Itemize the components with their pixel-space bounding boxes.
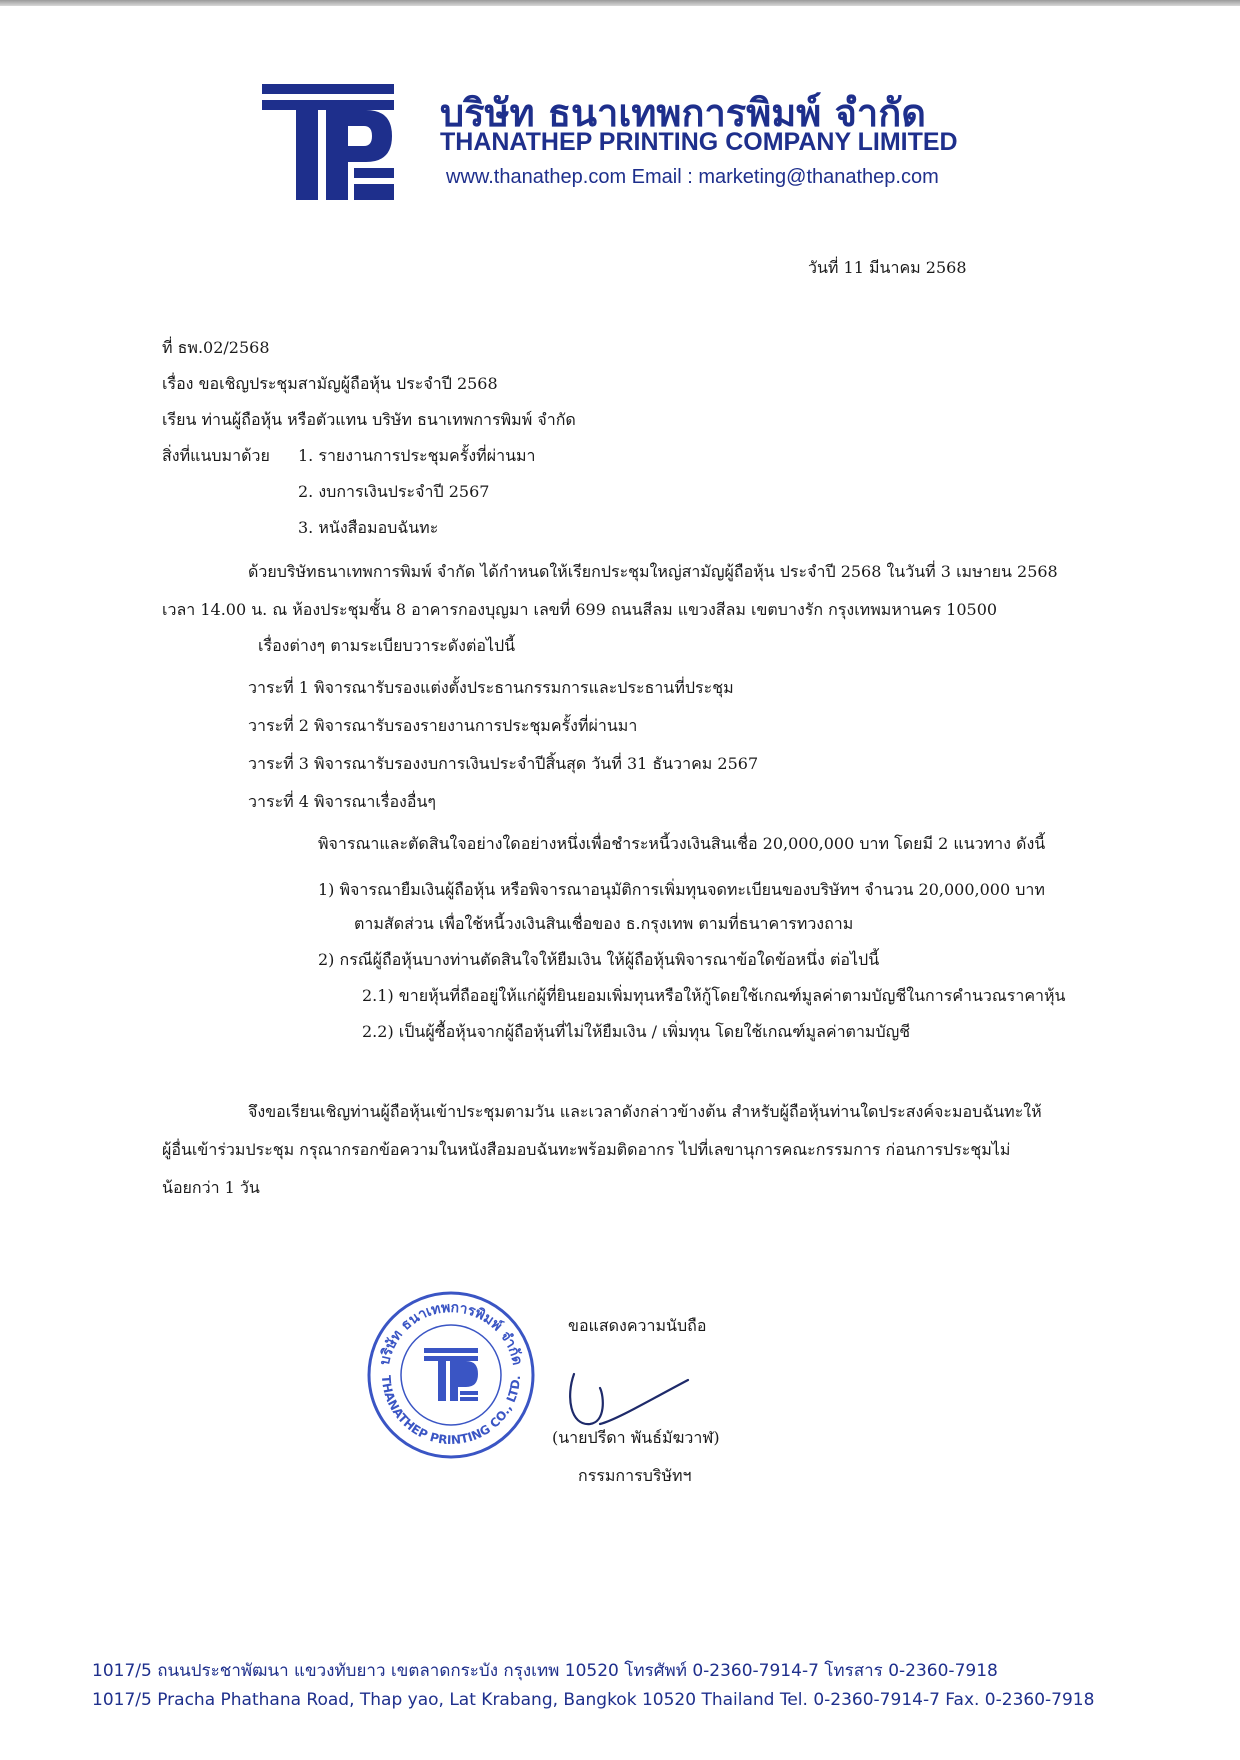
svg-text:บริษัท ธนาเทพการพิมพ์ จำกัด: บริษัท ธนาเทพการพิมพ์ จำกัด	[376, 1299, 526, 1367]
intro-line: เรื่องต่างๆ ตามระเบียบวาระดังต่อไปนี้	[258, 636, 516, 655]
letter-date: วันที่ 11 มีนาคม 2568	[808, 258, 967, 277]
signer-title: กรรมการบริษัทฯ	[578, 1466, 692, 1485]
closing-line: จึงขอเรียนเชิญท่านผู้ถือหุ้นเข้าประชุมตามวัน และเวลาดังกล่าวข้างต้น สำหรับผู้ถือหุ้นท่านใดประสงค์จะมอบฉันทะให้	[248, 1102, 1042, 1121]
letter-recipient: เรียน ท่านผู้ถือหุ้น หรือตัวแทน บริษัท ธนาเทพการพิมพ์ จำกัด	[162, 410, 576, 429]
agenda4-detail: พิจารณาและตัดสินใจอย่างใดอย่างหนึ่งเพื่อชำระหนี้วงเงินสินเชื่อ 20,000,000 บาท โดยมี 2 แนวทาง ดังนี้	[318, 834, 1046, 853]
top-border-line	[0, 0, 1240, 6]
option-line: 2.1) ขายหุ้นที่ถืออยู่ให้แก่ผู้ที่ยินยอมเพิ่มทุนหรือให้กู้โดยใช้เกณฑ์มูลค่าตามบัญชีในการคำนวณราคาหุ้น	[362, 986, 1066, 1005]
option-line: ตามสัดส่วน เพื่อใช้หนี้วงเงินสินเชื่อของ ธ.กรุงเทพ ตามที่ธนาคารทวงถาม	[354, 914, 854, 933]
agenda-item: วาระที่ 2 พิจารณารับรองรายงานการประชุมครั้งที่ผ่านมา	[248, 716, 638, 735]
attachment-item: 2. งบการเงินประจำปี 2567	[298, 482, 490, 501]
agenda-item: วาระที่ 1 พิจารณารับรองแต่งตั้งประธานกรรมการและประธานที่ประชุม	[248, 678, 734, 697]
option-line: 2) กรณีผู้ถือหุ้นบางท่านตัดสินใจให้ยืมเงิน ให้ผู้ถือหุ้นพิจารณาข้อใดข้อหนึ่ง ต่อไปนี้	[318, 950, 880, 969]
letter-subject: เรื่อง ขอเชิญประชุมสามัญผู้ถือหุ้น ประจำปี 2568	[162, 374, 498, 393]
attachment-item: 1. รายงานการประชุมครั้งที่ผ่านมา	[298, 446, 536, 465]
agenda-item: วาระที่ 4 พิจารณาเรื่องอื่นๆ	[248, 792, 437, 811]
company-stamp	[366, 1290, 536, 1460]
company-name-english: THANATHEP PRINTING COMPANY LIMITED	[440, 128, 958, 156]
closing-line: ผู้อื่นเข้าร่วมประชุม กรุณากรอกข้อความในหนังสือมอบฉันทะพร้อมติดอากร ไปที่เลขานุการคณะกรรมการ ก่อนการประชุมไม่	[162, 1140, 1011, 1159]
svg-text:THANATHEP PRINTING CO., LTD.: THANATHEP PRINTING CO., LTD.	[378, 1374, 524, 1448]
footer-address-english: 1017/5 Pracha Phathana Road, Thap yao, Lat Krabang, Bangkok 10520 Thailand Tel. 0-2360-7914-7 Fax. 0-2360-7918	[92, 1690, 1095, 1710]
option-line: 2.2) เป็นผู้ซื้อหุ้นจากผู้ถือหุ้นที่ไม่ให้ยืมเงิน / เพิ่มทุน โดยใช้เกณฑ์มูลค่าตามบัญชี	[362, 1022, 911, 1041]
company-name-thai: บริษัท ธนาเทพการพิมพ์ จำกัด	[440, 91, 926, 135]
attachment-item: 3. หนังสือมอบฉันทะ	[298, 518, 439, 537]
reference-number: ที่ ธพ.02/2568	[162, 338, 270, 357]
agenda-item: วาระที่ 3 พิจารณารับรองงบการเงินประจำปีสิ้นสุด วันที่ 31 ธันวาคม 2567	[248, 754, 759, 773]
attachments-label: สิ่งที่แนบมาด้วย	[162, 446, 270, 465]
intro-line: ด้วยบริษัทธนาเทพการพิมพ์ จำกัด ได้กำหนดให้เรียกประชุมใหญ่สามัญผู้ถือหุ้น ประจำปี 2568 ในวันที่ 3 เมษายน 2568	[248, 562, 1058, 581]
signer-name: (นายปรีดา พันธ์มัฆวาฬ)	[552, 1428, 720, 1447]
company-web-email: www.thanathep.com Email : marketing@thanathep.com	[446, 166, 939, 188]
closing-line: น้อยกว่า 1 วัน	[162, 1178, 260, 1197]
footer-address-thai: 1017/5 ถนนประชาพัฒนา แขวงทับยาว เขตลาดกระบัง กรุงเทพ 10520 โทรศัพท์ 0-2360-7914-7 โทรสาร 0-2360-7918	[92, 1661, 998, 1681]
company-logo	[262, 84, 394, 200]
intro-line: เวลา 14.00 น. ณ ห้องประชุมชั้น 8 อาคารกองบุญมา เลขที่ 699 ถนนสีลม แขวงสีลม เขตบางรัก กรุงเทพมหานคร 10500	[162, 600, 998, 619]
option-line: 1) พิจารณายืมเงินผู้ถือหุ้น หรือพิจารณาอนุมัติการเพิ่มทุนจดทะเบียนของบริษัทฯ จำนวน 20,000,000 บาท	[318, 880, 1045, 899]
regards-text: ขอแสดงความนับถือ	[568, 1316, 707, 1335]
